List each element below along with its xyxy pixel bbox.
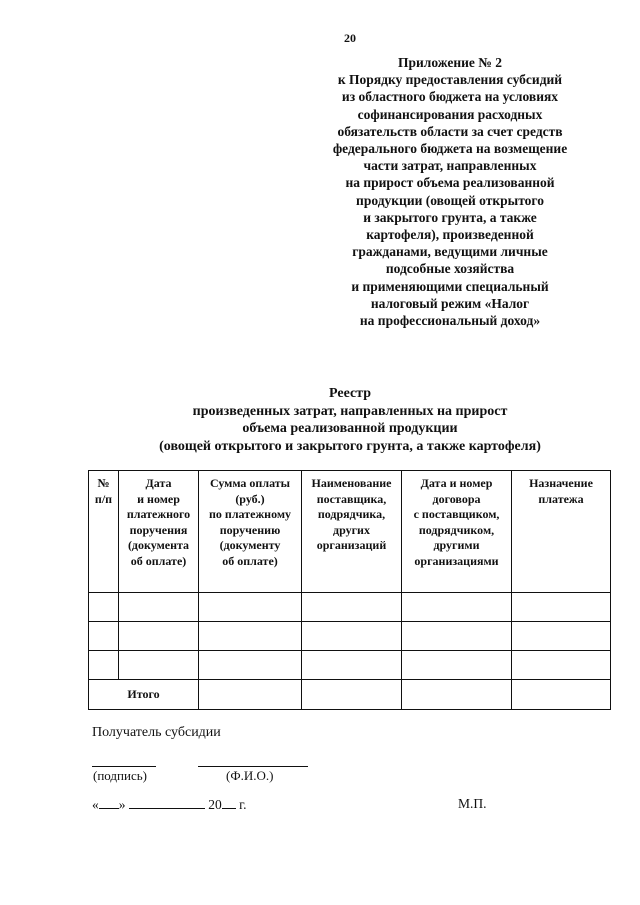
registry-title-line: (овощей открытого и закрытого грунта, а также картофеля) [159,438,541,454]
table-cell[interactable] [89,593,119,622]
page-number: 20 [344,31,356,45]
column-header-payment-order: Дата и номер платежного поручения (документа об оплате) [119,471,199,593]
total-amount-cell[interactable] [199,680,302,710]
appendix-line: и закрытого грунта, а также [363,209,537,225]
table-cell[interactable] [199,593,302,622]
registry-title-line: объема реализованной продукции [242,421,458,436]
table-row [89,593,611,622]
appendix-line: картофеля), произведенной [366,227,534,243]
appendix-line: обязательств области за счет средств [337,123,563,139]
date-open-quote: « [92,797,99,812]
appendix-line: к Порядку предоставления субсидий [337,72,563,88]
appendix-line: подсобные хозяйства [385,261,515,277]
table-cell[interactable] [402,593,512,622]
year-prefix: 20 [208,797,222,812]
table-cell[interactable] [199,622,302,651]
table-cell[interactable] [402,680,512,710]
stamp-label: М.П. [458,796,487,811]
appendix-line: на прирост объема реализованной [345,175,555,191]
table-cell[interactable] [512,651,611,680]
registry-title-line: произведенных затрат, направленных на прирост [192,403,508,419]
recipient-label: Получатель субсидии [92,725,221,740]
table-cell[interactable] [302,680,402,710]
appendix-line: Приложение № 2 [398,55,502,70]
appendix-line: продукции (овощей открытого [356,192,544,208]
column-header-contract: Дата и номер договора с поставщиком, подрядчиком, другими организациями [402,471,512,593]
table-cell[interactable] [302,651,402,680]
table-row [89,651,611,680]
appendix-line: софинансирования расходных [357,106,543,122]
table-cell[interactable] [89,651,119,680]
appendix-header [290,54,610,329]
table-cell[interactable] [119,622,199,651]
year-suffix: г. [239,797,247,812]
name-caption: (Ф.И.О.) [226,768,274,783]
appendix-line: налоговый режим «Налог [370,295,530,311]
signature-line[interactable] [92,766,156,767]
table-cell[interactable] [512,622,611,651]
total-label: Итого [89,680,199,710]
table-cell[interactable] [89,622,119,651]
column-header-payment-purpose: Назначение платежа [512,471,611,593]
table-row [89,622,611,651]
table-cell[interactable] [302,622,402,651]
name-line[interactable] [198,766,308,767]
appendix-line: на профессиональный доход» [359,313,541,329]
registry-title-line: Реестр [328,386,371,401]
date-close-quote: » [118,797,126,812]
year-blank[interactable] [222,796,236,809]
table-cell[interactable] [512,680,611,710]
table-cell[interactable] [302,593,402,622]
table-cell[interactable] [119,651,199,680]
table-cell[interactable] [119,593,199,622]
table-cell[interactable] [402,651,512,680]
appendix-line: федерального бюджета на возмещение [332,141,568,157]
month-blank[interactable] [129,796,205,809]
column-header-supplier-name: Наименование поставщика, подрядчика, других организаций [302,471,402,593]
column-header-payment-amount: Сумма оплаты (руб.) по платежному поручению (документу об оплате) [199,471,302,593]
signature-caption: (подпись) [93,768,147,783]
appendix-line: из областного бюджета на условиях [341,89,559,105]
table-cell[interactable] [402,622,512,651]
table-total-row [89,680,611,710]
table-header-row [89,471,611,593]
appendix-line: гражданами, ведущими личные [352,244,548,260]
table-cell[interactable] [199,651,302,680]
appendix-line: части затрат, направленных [363,158,537,174]
table-cell[interactable] [512,593,611,622]
date-field [92,796,247,813]
appendix-line: и применяющими специальный [351,278,549,294]
column-header-number: № п/п [89,471,119,593]
day-blank[interactable] [99,796,119,809]
registry-title [0,385,640,455]
registry-table [88,470,611,710]
